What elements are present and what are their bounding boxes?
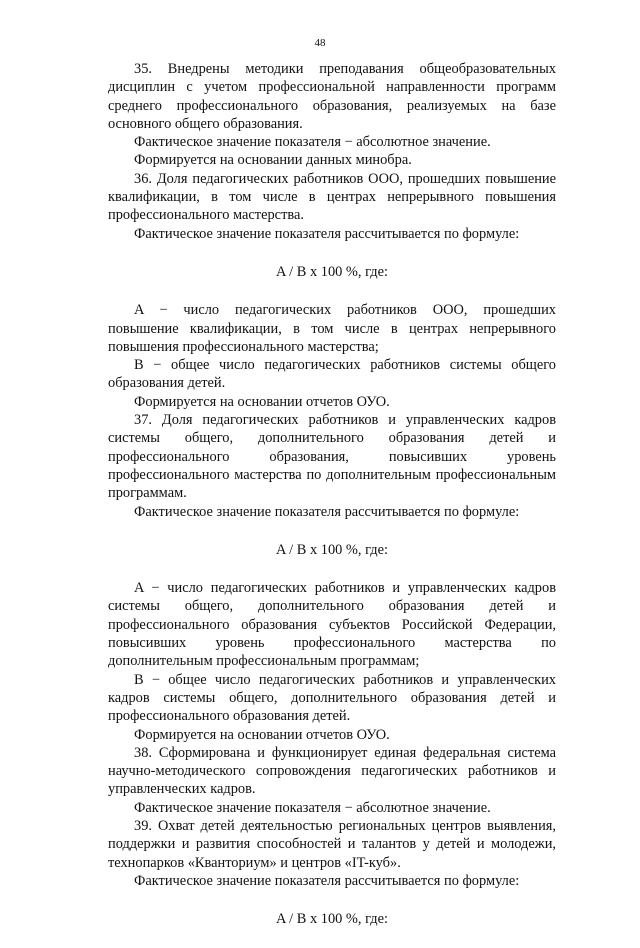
paragraph-definition-a: A − число педагогических работников ООО, прошедших повышение квалификации, в том числе в центрах непрерывного повышения профессионального мастерства; bbox=[108, 302, 556, 355]
paragraph-formula-intro: Фактическое значение показателя рассчитывается по формуле: bbox=[134, 225, 520, 242]
paragraph-item-36: 36. Доля педагогических работников ООО, прошедших повышение квалификации, в том числе в центрах непрерывного повышения профессионального мастерства. bbox=[108, 170, 556, 224]
paragraph-source: Формируется на основании отчетов ОУО. bbox=[134, 393, 390, 410]
paragraph-indicator-value: Фактическое значение показателя − абсолютное значение. bbox=[134, 799, 491, 816]
paragraph-formula-intro: Фактическое значение показателя рассчитывается по формуле: bbox=[134, 503, 520, 520]
paragraph-item-38: 38. Сформирована и функционирует единая федеральная система научно-методического сопровождения педагогических работников и управленческих кадров. bbox=[108, 744, 556, 798]
paragraph-item-37: 37. Доля педагогических работников и управленческих кадров системы общего, дополнительного образования детей и профессионального образования, повысивших уровень профессионального мастерства по дополнительным профессиональным программам. bbox=[108, 412, 556, 502]
page-number: 48 bbox=[314, 37, 326, 49]
paragraph-formula-intro: Фактическое значение показателя рассчитывается по формуле: bbox=[134, 872, 520, 889]
paragraph-definition-b: B − общее число педагогических работников системы общего образования детей. bbox=[108, 357, 556, 392]
formula: A / B x 100 %, где: bbox=[275, 911, 389, 928]
paragraph-definition-a: A − число педагогических работников и управленческих кадров системы общего, дополнительного образования детей и профессионального образования субъектов Российской Федерации, повысивших уровень профессионального мастерства по дополнительным профессиональным программам; bbox=[108, 580, 556, 670]
paragraph-definition-b: B − общее число педагогических работников и управленческих кадров системы общего, дополнительного образования детей и профессионального образования детей. bbox=[108, 671, 556, 725]
paragraph-item-35: 35. Внедрены методики преподавания общеобразовательных дисциплин с учетом профессиональной направленности программ среднего профессионального образования, реализуемых на базе основного общего образования. bbox=[108, 61, 556, 132]
paragraph-source: Формируется на основании отчетов ОУО. bbox=[134, 726, 390, 743]
paragraph-indicator-value: Фактическое значение показателя − абсолютное значение. bbox=[134, 134, 491, 151]
paragraph-source: Формируется на основании данных минобра. bbox=[134, 152, 412, 169]
formula: A / B x 100 %, где: bbox=[275, 263, 389, 280]
paragraph-item-39: 39. Охват детей деятельностью региональных центров выявления, поддержки и развития способностей и талантов у детей и молодежи, технопарков «Кванториум» и центров «IT-куб». bbox=[108, 817, 556, 871]
formula: A / B x 100 %, где: bbox=[275, 541, 389, 558]
document-body bbox=[108, 60, 556, 948]
